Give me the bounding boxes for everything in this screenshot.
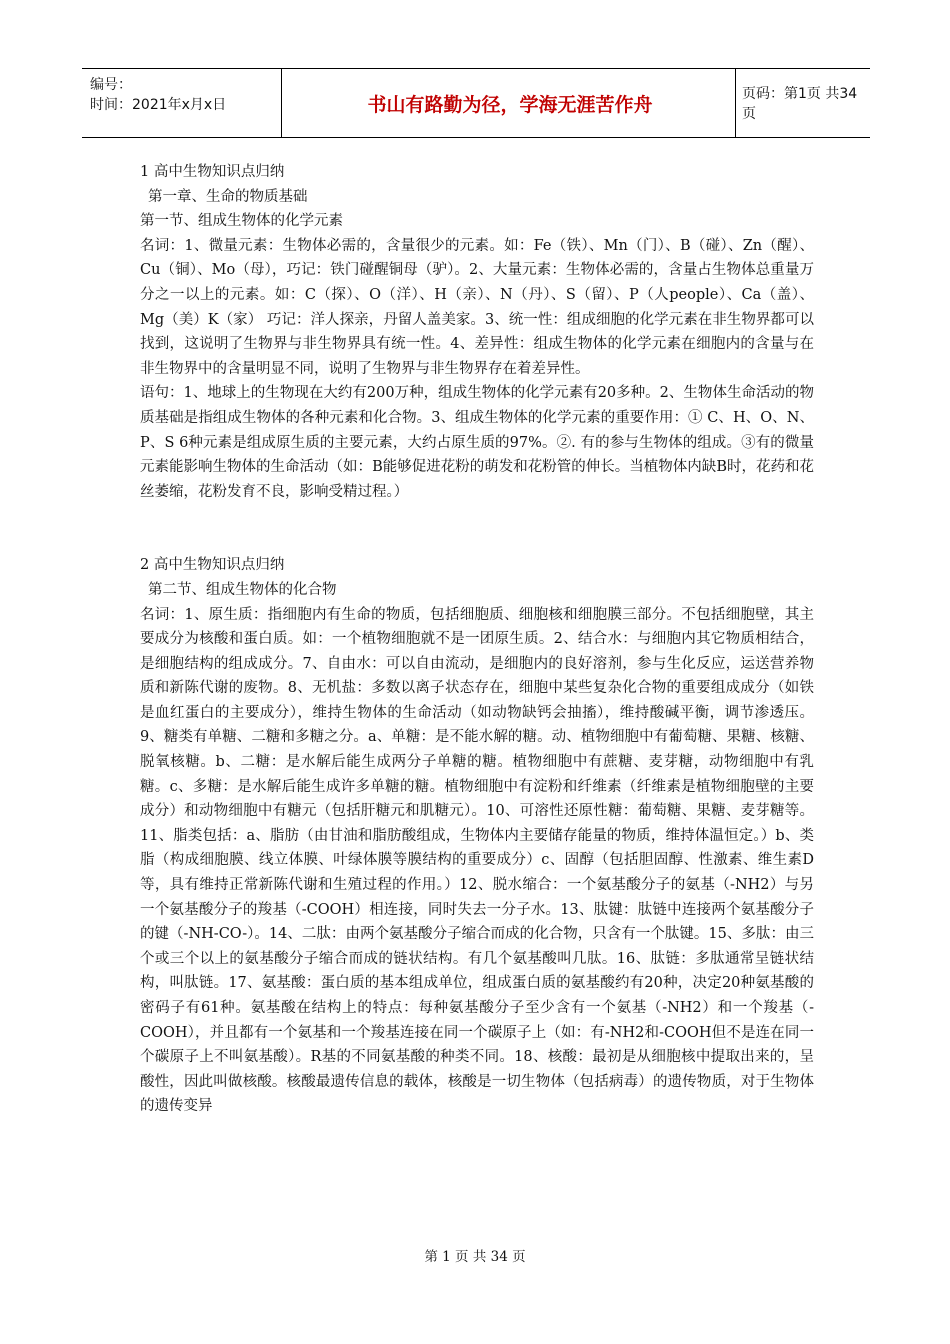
section1-paragraph-terms: 名词：1、微量元素：生物体必需的，含量很少的元素。如：Fe（铁）、Mn（门）、B（碰）、Zn（醒）、Cu（铜）、Mo（母），巧记：铁门碰醒铜母（驴）。2、大量元素：生物体必需的，含量占生物体总重量万分之一以上的元素。如：C（探）、O（洋）、H（亲）、N（丹）、S（留）、P（人people）、Ca（盖）、Mg（美）K（家） 巧记：洋人探亲，丹留人盖美家。3、统一性：组成细胞的化学元素在非生物界都可以找到，这说明了生物界与非生物界具有统一性。4、差异性：组成生物体的化学元素在细胞内的含量与在非生物界中的含量明显不同，说明了生物界与非生物界存在着差异性。	[140, 237, 814, 377]
section1-title: 1 高中生物知识点归纳	[140, 164, 285, 180]
document-header	[82, 68, 870, 138]
document-body	[140, 160, 814, 1119]
document-number-label: 编号：	[90, 77, 132, 93]
section1-paragraph-sentences: 语句：1、地球上的生物现在大约有200万种，组成生物体的化学元素有20多种。2、生物体生命活动的物质基础是指组成生物体的各种元素和化合物。3、组成生物体的化学元素的重要作用：① C、H、O、N、P、S 6种元素是组成原生质的主要元素，大约占原生质的97%。②. 有的参与生物体的组成。③有的微量元素能影响生物体的生命活动（如：B能够促进花粉的萌发和花粉管的伸长。当植物体内缺B时，花药和花丝萎缩，花粉发育不良，影响受精过程。）	[140, 385, 814, 500]
header-meta	[90, 75, 226, 115]
section2-paragraph-terms: 名词：1、原生质：指细胞内有生命的物质，包括细胞质、细胞核和细胞膜三部分。不包括细胞壁，其主要成分为核酸和蛋白质。如：一个植物细胞就不是一团原生质。2、结合水：与细胞内其它物质相结合，是细胞结构的组成成分。7、自由水：可以自由流动，是细胞内的良好溶剂，参与生化反应，运送营养物质和新陈代谢的废物。8、无机盐：多数以离子状态存在，细胞中某些复杂化合物的重要组成成分（如铁是血红蛋白的主要成分），维持生物体的生命活动（如动物缺钙会抽搐），维持酸碱平衡，调节渗透压。9、糖类有单糖、二糖和多糖之分。a、单糖：是不能水解的糖。动、植物细胞中有葡萄糖、果糖、核糖、脱氧核糖。b、二糖：是水解后能生成两分子单糖的糖。植物细胞中有蔗糖、麦芽糖，动物细胞中有乳糖。c、多糖：是水解后能生成许多单糖的糖。植物细胞中有淀粉和纤维素（纤维素是植物细胞壁的主要成分）和动物细胞中有糖元（包括肝糖元和肌糖元）。10、可溶性还原性糖：葡萄糖、果糖、麦芽糖等。11、脂类包括：a、脂肪（由甘油和脂肪酸组成，生物体内主要储存能量的物质，维持体温恒定。）b、类脂（构成细胞膜、线立体膜、叶绿体膜等膜结构的重要成分）c、固醇（包括胆固醇、性激素、维生素D等，具有维持正常新陈代谢和生殖过程的作用。）12、脱水缩合：一个氨基酸分子的氨基（-NH2）与另一个氨基酸分子的羧基（-COOH）相连接，同时失去一分子水。13、肽键：肽链中连接两个氨基酸分子的键（-NH-CO-）。14、二肽：由两个氨基酸分子缩合而成的化合物，只含有一个肽键。15、多肽：由三个或三个以上的氨基酸分子缩合而成的链状结构。有几个氨基酸叫几肽。16、肽链：多肽通常呈链状结构，叫肽链。17、氨基酸：蛋白质的基本组成单位，组成蛋白质的氨基酸约有20种，决定20种氨基酸的密码子有61种。氨基酸在结构上的特点：每种氨基酸分子至少含有一个氨基（-NH2）和一个羧基（-COOH），并且都有一个氨基和一个羧基连接在同一个碳原子上（如：有-NH2和-COOH但不是连在同一个碳原子上不叫氨基酸）。R基的不同氨基酸的种类不同。18、核酸：最初是从细胞核中提取出来的，呈酸性，因此叫做核酸。核酸最遗传信息的载体，核酸是一切生物体（包括病毒）的遗传物质，对于生物体的遗传变异	[140, 606, 814, 1115]
section1-chapter: 第一章、生命的物质基础	[148, 188, 308, 205]
header-divider-right	[735, 69, 736, 137]
section2-title: 2 高中生物知识点归纳	[140, 557, 285, 574]
section2-subtitle: 第二节、组成生物体的化合物	[148, 581, 337, 598]
header-page-label: 页码：第1页 共34页	[742, 86, 858, 122]
header-divider-left	[281, 69, 282, 137]
page-footer: 第 1 页 共 34 页	[424, 1249, 526, 1265]
header-motto: 书山有路勤为径，学海无涯苦作舟	[367, 93, 653, 116]
document-date-label: 时间：2021年x月x日	[90, 97, 227, 113]
section1-subtitle: 第一节、组成生物体的化学元素	[140, 213, 343, 230]
section-gap	[140, 504, 814, 553]
